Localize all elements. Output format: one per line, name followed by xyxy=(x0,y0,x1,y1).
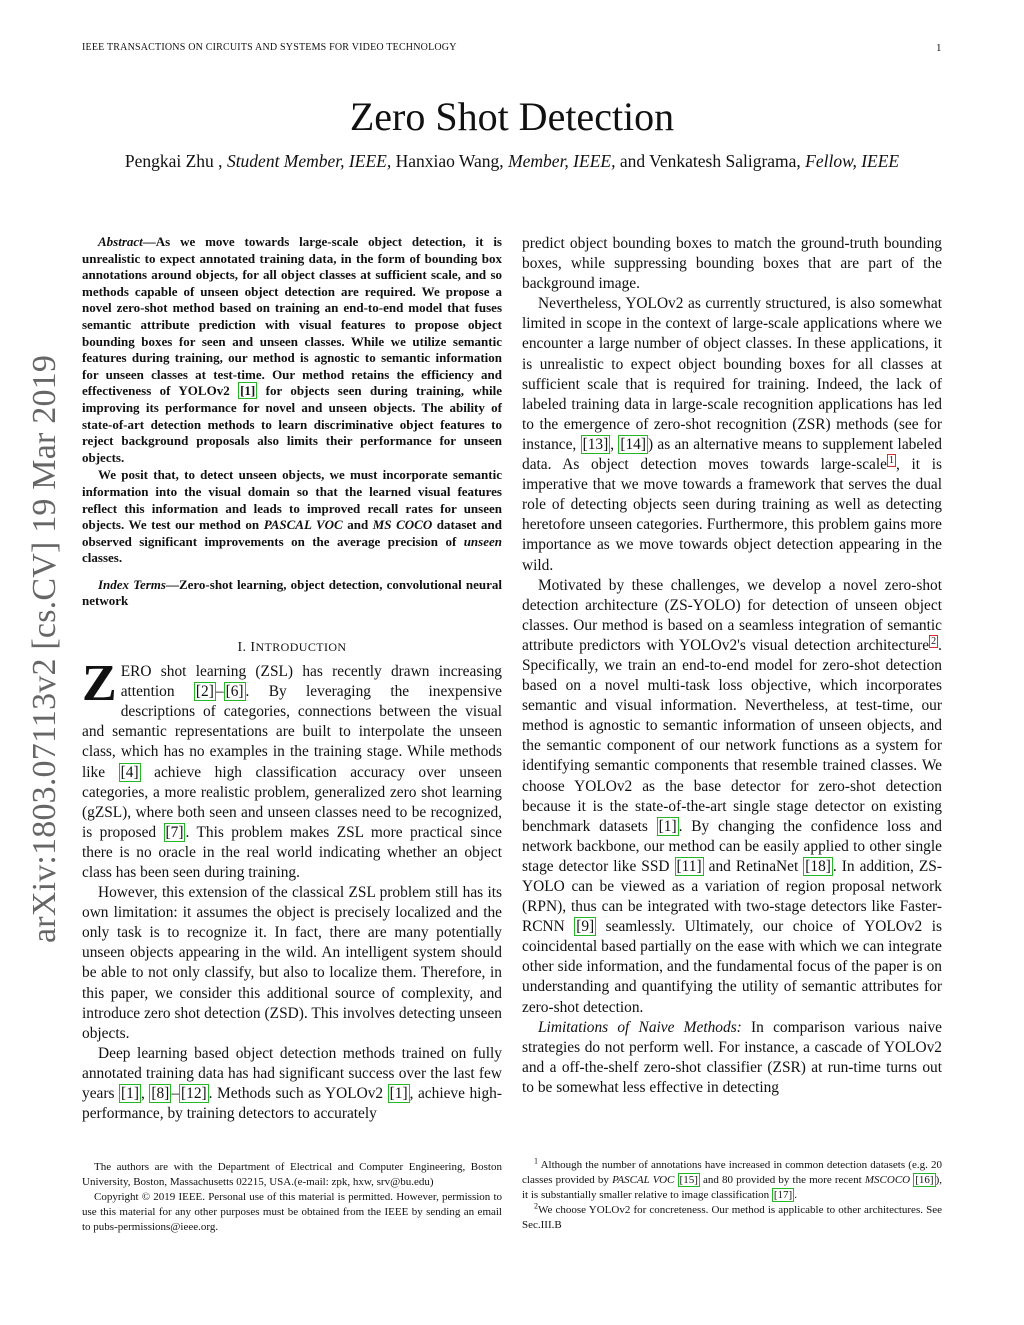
author-footnote xyxy=(82,1160,502,1235)
footnote-text: . xyxy=(794,1189,797,1201)
index-terms: Index Terms—Zero-shot learning, object detection, convolutional neural network xyxy=(82,576,502,609)
section-number: I. xyxy=(237,640,247,656)
dataset-pascal: PASCAL VOC xyxy=(263,517,343,533)
intro-body-right xyxy=(522,234,942,1098)
footnote-text: Although the number of annotations have increased in common detection datasets (e.g. 20 classes provided by xyxy=(522,1159,942,1186)
intro-text: Deep learning based object detection methods trained on fully annotated training data has had significant success over the last few years xyxy=(82,1044,502,1103)
citation-link[interactable]: [8] xyxy=(151,1085,170,1103)
abstract-p2-c: classes. xyxy=(82,550,123,566)
intro-paragraph-2: However, this extension of the classical ZSL problem still has its own limitation: it assumes the object is precisely localized and the only task is to recognize it. In fact, there are many potentially unseen objects appearing in the wild. An intelligent system should be able to not only classify, but also to localize them. Therefore, in this paper, we consider this additional source of complexity, and introduce zero shot detection (ZSD). This involves detecting unseen objects. xyxy=(82,884,502,1042)
paragraph-lead: Limitations of Naive Methods: xyxy=(538,1018,742,1036)
affiliation-note: The authors are with the Department of Electrical and Computer Engineering, Boston University, Boston, Massachusetts 02215, USA.(e-mail: zpk, hxw, srv@bu.edu) xyxy=(82,1161,502,1188)
intro-text: , it is imperative that we move towards a framework that serves the dual role of detecting objects seen during training as well as detecting heretofore unseen categories. Furthermore, this problem gains more importance as we move towards object detection appearing in the wild. xyxy=(522,456,942,574)
intro-text: and RetinaNet xyxy=(708,857,799,875)
citation-link[interactable]: [9] xyxy=(576,918,595,936)
intro-text: Nevertheless, YOLOv2 as currently structured, is also somewhat limited in scope in the context of large-scale applications where we encounter a large number of object classes. In these applications, it is unrealistic to expect object bounding boxes for all classes at sufficient scale that is required for training. Indeed, the lack of labeled training data in large-scale recognition applications has led to the emergence of zero-shot recognition (ZSR) methods (see for instance, xyxy=(522,295,942,453)
abstract-p1: As we move towards large-scale object detection, it is unrealistic to expect annotated training data, in the form of bounding box annotations around objects, for all object classes at sufficient scale, and so methods capable of unseen object detection are required. We propose a novel zero-shot method based on training an end-to-end model that fuses semantic attribute prediction with visual features to propose object bounding boxes for seen and unseen classes. While we utilize semantic features during training, our method is agnostic to semantic information for unseen classes at test-time. Our method retains the efficiency and effectiveness of YOLOv2 xyxy=(82,234,502,399)
separator: , xyxy=(610,435,615,453)
paper-title: Zero Shot Detection xyxy=(349,94,675,139)
page-footnotes xyxy=(522,1158,942,1233)
intro-text: ) as an alternative means to supplement labeled data. As object detection moves towards large-scale xyxy=(522,435,942,474)
abstract: Abstract—As we move towards large-scale object detection, it is unrealistic to expect annotated training data, in the form of bounding box annotations around objects, for all object classes at sufficient scale, and so methods capable of unseen object detection are required. We propose a novel zero-shot method based on training an end-to-end model that fuses semantic attribute prediction with visual features to propose object bounding boxes for seen and unseen classes. While we utilize semantic features during training, our method is agnostic to semantic information for unseen classes at test-time. Our method retains the efficiency and effectiveness of YOLOv2 [1] for objects seen during training, while improving its performance for novel and unseen objects. The ability of state-of-art detection methods to learn discriminative object features to reject background proposals also limits their performance for unseen objects. We posit that, to detect unseen objects, we must incorporate semantic information into the visual domain so that the learned visual features reflect this information and leads to improved recall rates for unseen objects. We test our method on PASCAL VOC and MS COCO dataset and observed significant improvements on the average precision of unseen classes. xyxy=(82,234,502,566)
abstract-unseen: unseen xyxy=(463,533,502,549)
intro-text: seamlessly. Ultimately, our choice of YOLOv2 is coincidental based partially on the ease with which we can integrate other side information, and the fundamental focus of the paper is on understanding and quantifying the utility of semantic attributes for zero-shot detection. xyxy=(522,918,942,1016)
author-3-role: Fellow, IEEE xyxy=(805,151,900,171)
author-1-name: Pengkai Zhu , xyxy=(124,151,223,171)
citation-link[interactable]: [18] xyxy=(805,857,831,875)
citation-link[interactable]: [11] xyxy=(676,857,702,875)
range-dash: – xyxy=(215,683,224,701)
intro-text: Motivated by these challenges, we develop a novel zero-shot detection architecture (ZS-YOLO) for detection of unseen object classes. Our method is based on a seamless integration of semantic attribute predictors with YOLOv2's visual detection architecture xyxy=(522,576,942,654)
section-title-rest: NTRODUCTION xyxy=(255,640,347,655)
dataset-mscoco: MS COCO xyxy=(372,517,433,533)
footnote-text: ), it is substantially smaller relative to image classification xyxy=(522,1174,942,1201)
arxiv-stamp: arXiv:1803.07113v2 [cs.CV] 19 Mar 2019 xyxy=(26,354,63,943)
section-title-initial: I xyxy=(250,640,256,656)
footnote-marker: 2 xyxy=(534,1201,538,1211)
citation-link[interactable]: [1] xyxy=(121,1085,139,1103)
section-heading-introduction xyxy=(82,640,502,656)
citation-link[interactable]: [16] xyxy=(915,1174,934,1186)
intro-text: ERO shot learning (ZSL) has recently drawn increasing attention xyxy=(120,663,502,701)
author-1-role: Student Member, IEEE, xyxy=(226,151,392,171)
abstract-lead: Abstract xyxy=(98,234,143,249)
citation-link[interactable]: [17] xyxy=(773,1189,793,1201)
dataset-pascal: PASCAL VOC xyxy=(612,1174,675,1186)
abstract-p1-tail: for objects seen during training, while improving its performance for novel and unseen objects. The ability of state-of-art detection methods to learn discriminative object features to reject background proposals also limits their performance for unseen objects. xyxy=(82,383,502,465)
citation-link[interactable]: [6] xyxy=(225,683,244,701)
intro-text: . Methods such as YOLOv2 xyxy=(208,1085,384,1103)
citation-link[interactable]: [12] xyxy=(181,1085,207,1103)
citation-link[interactable]: [2] xyxy=(195,683,214,701)
intro-text: . By leveraging the inexpensive descriptions of categories, connections between the visual and semantic representations are built to interpolate the unseen class, which has no examples in the training stage. While methods like xyxy=(82,683,502,781)
dataset-mscoco: MSCOCO xyxy=(864,1174,911,1186)
citation-link[interactable]: [1] xyxy=(240,383,256,399)
left-column xyxy=(82,234,502,1124)
abstract-p2-a: We posit that, to detect unseen objects, we must incorporate semantic information into the visual domain so that the learned visual features reflect this information and leads to improved recall rates for unseen objects. We test our method on xyxy=(82,467,502,533)
citation-link[interactable]: [13] xyxy=(582,435,609,453)
right-column xyxy=(522,234,942,1098)
citation-link[interactable]: [1] xyxy=(658,817,677,835)
citation-link[interactable]: [14] xyxy=(620,435,647,453)
author-3-name: and Venkatesh Saligrama, xyxy=(619,151,801,171)
intro-text: . Specifically, we train an end-to-end model for zero-shot detection based on a novel multi-task loss objective, which incorporates semantic and visual information. Nevertheless, at test-time, our method is agnostic to semantic information of unseen objects, and the semantic component of our network functions as a system for identifying semantic components that resemble trained classes. We choose YOLOv2 as the base detector for zero-shot detection because it is the state-of-the-art single stage detector on existing benchmark datasets xyxy=(522,636,942,835)
copyright-note: Copyright © 2019 IEEE. Personal use of this material is permitted. However, permission to use this material for any other purposes must be obtained from the IEEE by sending an email to pubs-permissions@ieee.org. xyxy=(82,1191,502,1233)
author-line xyxy=(0,151,1024,172)
intro-continuation: predict object bounding boxes to match the ground-truth bounding boxes, while suppressing bounding boxes that are part of the background image. xyxy=(522,235,942,293)
index-terms-text: Zero-shot learning, object detection, convolutional neural network xyxy=(82,576,502,609)
author-2-name: Hanxiao Wang, xyxy=(395,151,504,171)
journal-header: IEEE TRANSACTIONS ON CIRCUITS AND SYSTEMS FOR VIDEO TECHNOLOGY xyxy=(82,42,457,53)
intro-text: . This problem makes ZSL more practical since there is no oracle in the real world indicating whether an object class has been seen during training. xyxy=(82,823,502,881)
citation-link[interactable]: [1] xyxy=(389,1085,408,1103)
footnote-text: We choose YOLOv2 for concreteness. Our method is applicable to other architectures. See Sec.III.B xyxy=(522,1204,942,1231)
citation-link[interactable]: [4] xyxy=(120,763,139,781)
page-number: 1 xyxy=(936,42,942,54)
intro-text: . By changing the confidence loss and network backbone, our method can be easily applied to other single stage detector like SSD xyxy=(522,817,942,875)
citation-link[interactable]: [7] xyxy=(165,823,184,841)
index-terms-lead: Index Terms xyxy=(98,576,166,592)
intro-body-left xyxy=(82,655,503,1124)
drop-cap: Z xyxy=(82,655,117,713)
abstract-and: and xyxy=(347,517,369,533)
abstract-p2-b: dataset and observed significant improvements on the average precision of xyxy=(82,517,502,549)
footnote-link[interactable]: 1 xyxy=(889,454,894,466)
intro-text: achieve high classification accuracy over unseen categories, a more realistic problem, generalized zero shot learning (gZSL), where both seen and unseen classes need to be recognized, is proposed xyxy=(82,763,503,841)
footnote-link[interactable]: 2 xyxy=(931,635,937,647)
intro-text: , achieve high-performance, by training detectors to accurately xyxy=(82,1085,502,1123)
author-2-role: Member, IEEE, xyxy=(508,151,616,171)
range-dash: – xyxy=(171,1085,180,1103)
citation-link[interactable]: [15] xyxy=(679,1174,698,1186)
footnote-marker: 1 xyxy=(534,1156,538,1166)
intro-text: . In addition, ZS-YOLO can be viewed as a variation of region proposal network (RPN), thus can be integrated with two-stage detectors like Faster-RCNN xyxy=(522,857,942,936)
footnote-text: and 80 provided by the more recent xyxy=(703,1174,862,1186)
separator: , xyxy=(140,1085,145,1103)
intro-text: In comparison various naive strategies do not perform well. For instance, a cascade of YOLOv2 and a off-the-shelf zero-shot classifier (ZSR) at run-time turns out to be somewhat less effective in detecting xyxy=(522,1018,942,1096)
